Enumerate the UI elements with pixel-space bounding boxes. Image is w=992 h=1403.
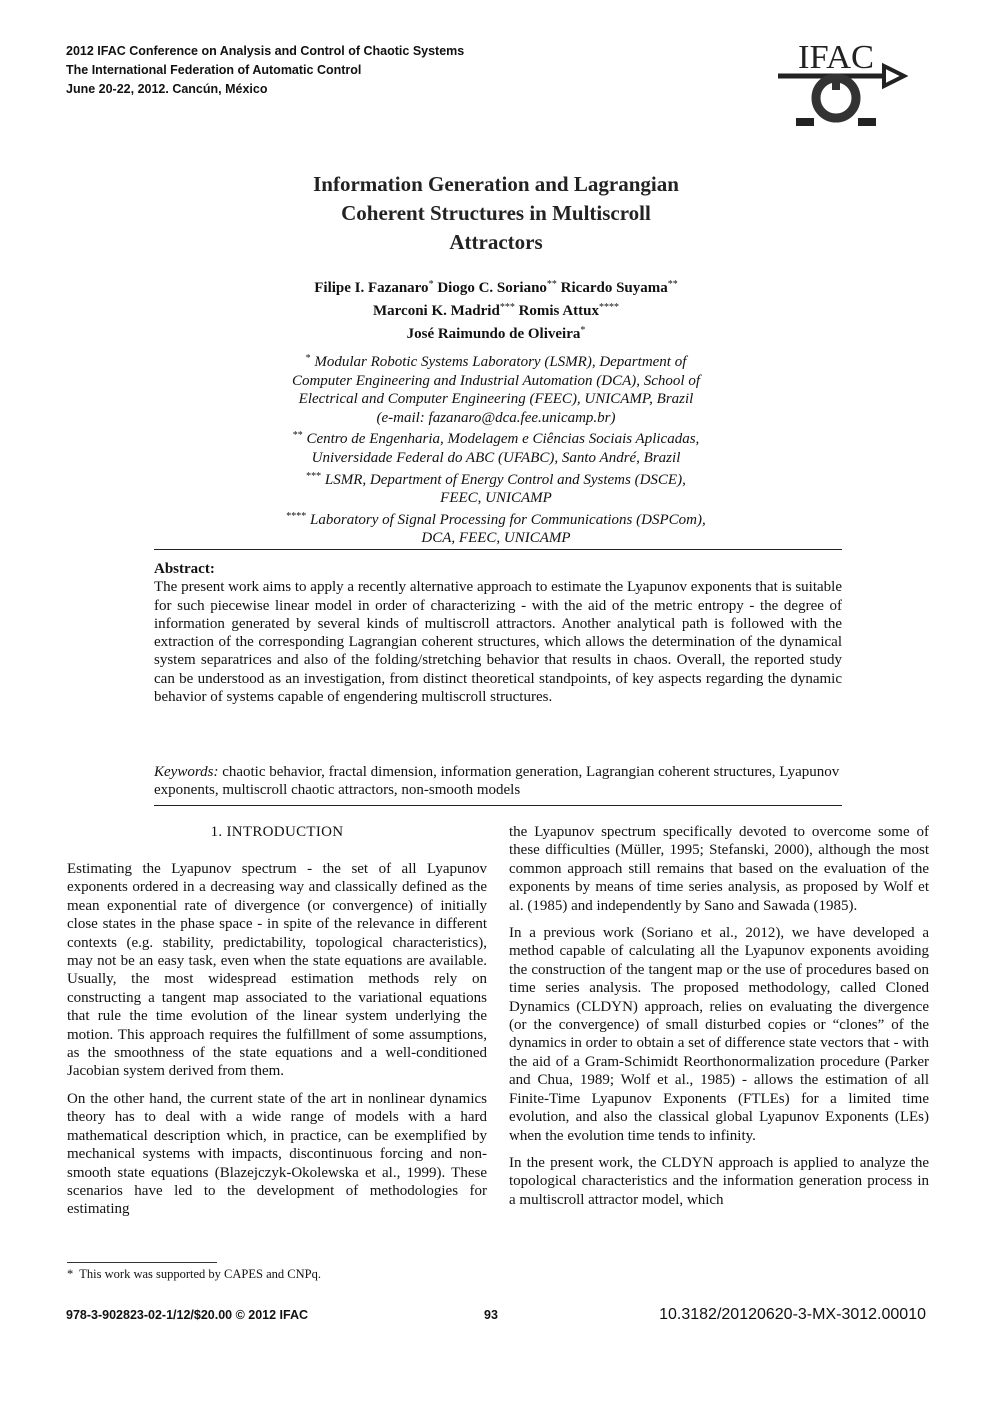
author-name: Marconi K. Madrid	[373, 303, 500, 319]
author-mark: *	[428, 279, 434, 290]
left-column	[67, 860, 487, 1228]
affiliation-line: Universidade Federal do ABC (UFABC), Santo André, Brazil	[311, 449, 681, 466]
author-name: José Raimundo de Oliveira	[406, 326, 581, 342]
keywords	[154, 763, 842, 800]
keywords-label: Keywords:	[154, 764, 219, 780]
paragraph: In the present work, the CLDYN approach is applied to analyze the topological characteristics and the information generation process in a multiscroll attractor model, which	[509, 1154, 929, 1208]
footer-isbn: 978-3-902823-02-1/12/$20.00 © 2012 IFAC	[66, 1308, 309, 1322]
affiliation-mark: ***	[306, 470, 322, 482]
abstract-bottom-rule	[154, 805, 842, 806]
affiliation-line: Computer Engineering and Industrial Automation (DCA), School of	[291, 372, 701, 389]
affiliation-mark: ****	[286, 510, 307, 522]
ifac-logo-text: IFAC	[798, 39, 874, 76]
affiliation-line: Electrical and Computer Engineering (FEEC), UNICAMP, Brazil	[298, 391, 694, 408]
footer-doi: 10.3182/20120620-3-MX-3012.00010	[659, 1306, 926, 1323]
page-number: 93	[484, 1308, 498, 1322]
paragraph: the Lyapunov spectrum specifically devoted to overcome some of these difficulties (Müller, 1995; Stefanski, 2000), although the most common approach still remains that based on the evaluation of the exponents by means of time series analysis, as proposed by Wolf et al. (1985) and independently by Sano and Sawada (1985).	[509, 824, 929, 914]
footnote	[67, 1266, 321, 1282]
paragraph: On the other hand, the current state of the art in nonlinear dynamics theory has to deal with a wide range of models with a hard mathematical description which, in practice, can be exemplified by mechanical systems with impacts, discontinuous forcing and non-smooth state equations (Blazejczyk-Okolewska et al., 1999). These scenarios have led to the development of methodologies for estimating	[67, 1090, 487, 1218]
ifac-logo	[776, 36, 908, 128]
author-name: Ricardo Suyama	[560, 280, 668, 296]
paragraph: In a previous work (Soriano et al., 2012), we have developed a method capable of calculating all the Lyapunov exponents avoiding the construction of the tangent map or the use of procedures based on time series analysis. The proposed methodology, called Cloned Dynamics (CLDYN) approach, relies on evaluating the divergence (or the convergence) of small disturbed copies or “clones” of the dynamics in order to obtain a set of difference state vectors that - with the aid of a Gram-Schimidt Reorthonormalization procedure (Parker and Chua, 1989; Wolf et al., 1985) - allows the estimation of all Finite-Time Lyapunov Exponents (FTLEs) for a limited time evolution, and also the classical global Lyapunov Exponents (LEs) when the evolution time tends to infinity.	[509, 925, 929, 1144]
keywords-text: chaotic behavior, fractal dimension, information generation, Lagrangian coherent structures, Lyapunov exponents, multiscroll chaotic attractors, non-smooth models	[154, 764, 840, 799]
conference-line-3: June 20-22, 2012. Cancún, México	[66, 82, 268, 96]
affiliations	[150, 350, 842, 548]
affiliation-mark: *	[305, 353, 311, 364]
abstract-top-rule	[154, 549, 842, 550]
affiliation-line: Laboratory of Signal Processing for Communications (DSPCom),	[310, 511, 706, 528]
paper-title	[180, 170, 812, 257]
title-line-2: Coherent Structures in Multiscroll	[341, 201, 651, 225]
author-mark: **	[667, 279, 678, 290]
conference-header	[66, 42, 464, 99]
footnote-rule	[67, 1262, 217, 1263]
author-mark: ****	[598, 302, 619, 313]
affiliation-line: Centro de Engenharia, Modelagem e Ciências Sociais Aplicadas,	[306, 431, 700, 448]
author-mark: ***	[499, 302, 515, 313]
paragraph: Estimating the Lyapunov spectrum - the set of all Lyapunov exponents ordered in a decreasing way and classically defined as the mean exponential rate of divergence (or convergence) of initially close states in the phase space - in spite of the relevance in different contexts (e.g. stability, predictability, topological characteristics), may not be an easy task, even when the state equations are available. Usually, the most widespread estimation methods rely on constructing a tangent map associated to the variational equations that rule the time evolution of the linear system underlying the motion. This approach requires the fulfillment of some assumptions, as the smoothness of the state equations and a well-conditioned Jacobian system derived from them.	[67, 861, 487, 1080]
footnote-text: This work was supported by CAPES and CNPq.	[79, 1267, 321, 1281]
abstract-heading: Abstract:	[154, 561, 215, 577]
conference-line-1: 2012 IFAC Conference on Analysis and Control of Chaotic Systems	[66, 44, 465, 58]
title-line-1: Information Generation and Lagrangian	[313, 172, 679, 196]
affiliation-email: (e-mail: fazanaro@dca.fee.unicamp.br)	[376, 409, 616, 426]
affiliation-line: FEEC, UNICAMP	[440, 490, 552, 507]
abstract-text: The present work aims to apply a recently alternative approach to estimate the Lyapunov exponents that is suitable for such piecewise linear model in order of characterizing - with the aid of the metric entropy - the degree of information generated by several kinds of multiscroll attractors. Another analytical path is followed with the extraction of the corresponding Lagrangian coherent structures, which allows the determination of the dynamical system separatrices and also of the folding/stretching behavior that results in chaos. Overall, the reported study can be understood as an investigation, from distinct theoretical standpoints, of key aspects regarding the dynamic behavior of systems capable of engendering multiscroll structures.	[154, 579, 842, 706]
affiliation-line: Modular Robotic Systems Laboratory (LSMR), Department of	[314, 354, 687, 370]
affiliation-line: LSMR, Department of Energy Control and Systems (DSCE),	[324, 471, 686, 488]
affiliation-line: DCA, FEEC, UNICAMP	[421, 530, 571, 547]
affiliation-mark: **	[292, 430, 303, 442]
author-mark: **	[546, 279, 557, 290]
author-name: Filipe I. Fazanaro	[314, 280, 429, 296]
footnote-mark: *	[67, 1267, 74, 1281]
right-column	[509, 823, 929, 1218]
title-line-3: Attractors	[449, 230, 543, 254]
conference-line-2: The International Federation of Automatic Control	[66, 63, 362, 77]
abstract	[154, 560, 842, 706]
author-list	[150, 275, 842, 344]
author-mark: *	[580, 325, 586, 336]
author-name: Diogo C. Soriano	[437, 280, 547, 296]
section-heading: 1. INTRODUCTION	[210, 824, 344, 840]
author-name: Romis Attux	[518, 303, 599, 319]
